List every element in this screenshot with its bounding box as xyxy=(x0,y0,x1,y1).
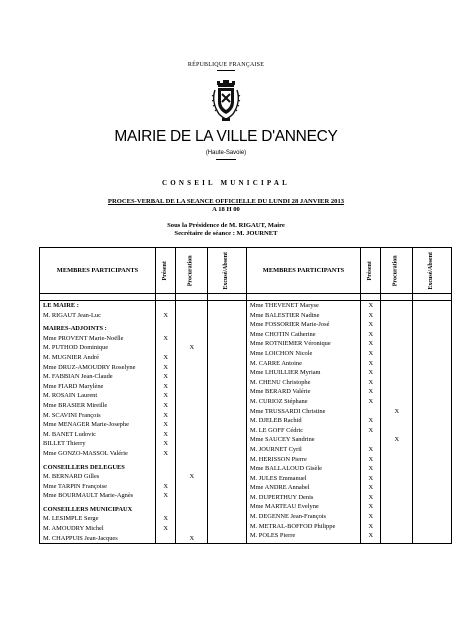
attendance-mark xyxy=(208,311,246,321)
left-procuration-column xyxy=(176,301,208,544)
section-mark-cell xyxy=(208,505,246,515)
departement-label: (Haute-Savoie) xyxy=(205,150,247,156)
member-name: M. METRAL-BOFFOD Philippe xyxy=(249,522,336,530)
attendance-mark: X xyxy=(368,340,374,348)
member-name: Mme DRUZ-AMOUDRY Roselyne xyxy=(43,363,136,371)
attendance-mark xyxy=(413,349,451,359)
member-name: Mme TARPIN Françoise xyxy=(43,482,107,490)
member-name: BILLET Thierry xyxy=(43,440,86,448)
attendance-mark xyxy=(208,382,246,392)
member-name: M. JULES Emmanuel xyxy=(249,474,307,482)
attendance-mark xyxy=(361,407,380,417)
attendance-mark xyxy=(413,474,451,484)
attendance-mark xyxy=(381,464,412,474)
attendance-mark xyxy=(176,372,207,382)
attendance-mark: X xyxy=(368,417,374,425)
left-names-column xyxy=(40,301,156,544)
attendance-mark xyxy=(176,514,207,524)
member-name: M. ROSAIN Laurent xyxy=(43,392,98,400)
right-members-header: MEMBRES PARTICIPANTS xyxy=(246,248,360,294)
left-present-header: Présent xyxy=(156,248,176,294)
attendance-mark: X xyxy=(368,349,374,357)
member-name: Mme MENAGER Marie-Josephe xyxy=(43,421,129,429)
attendance-mark xyxy=(156,534,175,544)
section-mark-cell xyxy=(156,301,175,311)
attendance-mark xyxy=(381,445,412,455)
attendance-mark xyxy=(176,334,207,344)
attendance-mark xyxy=(381,531,412,541)
attendance-mark xyxy=(176,311,207,321)
attendance-mark xyxy=(176,524,207,534)
section-mark-cell xyxy=(176,463,207,473)
attendance-mark xyxy=(413,426,451,436)
attendance-mark xyxy=(413,512,451,522)
mairie-title: MAIRIE DE LA VILLE D'ANNECY xyxy=(114,128,338,145)
attendance-mark: X xyxy=(163,482,168,490)
attendance-mark xyxy=(208,334,246,344)
member-name: Mme BALLALOUD Gisèle xyxy=(249,465,322,473)
attendance-mark xyxy=(413,445,451,455)
attendance-mark xyxy=(381,330,412,340)
secretaire-line: Secrétaire de séance : M. JOURNET xyxy=(174,230,278,237)
attendance-mark: X xyxy=(163,411,168,419)
member-name: Mme BRASIER Mireille xyxy=(43,401,108,409)
attendance-mark: X xyxy=(163,430,168,438)
attendance-mark xyxy=(208,343,246,353)
member-name: M. LE GOFF Cédric xyxy=(249,426,304,434)
member-name: M. CARRE Antoine xyxy=(249,359,302,367)
attendance-mark xyxy=(176,353,207,363)
attendance-mark: X xyxy=(163,363,168,371)
attendance-mark xyxy=(413,522,451,532)
attendance-mark xyxy=(176,449,207,459)
attendance-mark xyxy=(381,349,412,359)
member-name: Mme FIARD Marylène xyxy=(43,382,104,390)
section-heading: CONSEILLERS DELEGUES xyxy=(43,463,125,471)
member-name: M. FABBIAN Jean-Claude xyxy=(43,373,113,381)
attendance-mark xyxy=(413,311,451,321)
member-name: M. PUTHOD Dominique xyxy=(43,344,109,352)
attendance-mark xyxy=(208,439,246,449)
attendance-mark xyxy=(381,522,412,532)
attendance-mark xyxy=(413,330,451,340)
member-name: Mme THEVENET Maryse xyxy=(249,302,319,309)
attendance-mark xyxy=(176,363,207,373)
attendance-mark xyxy=(176,482,207,492)
right-procuration-column xyxy=(381,301,413,544)
attendance-mark xyxy=(413,435,451,445)
section-heading: MAIRES-ADJOINTS : xyxy=(43,325,107,333)
attendance-mark xyxy=(381,359,412,369)
header-divider xyxy=(217,70,235,71)
attendance-mark xyxy=(413,483,451,493)
attendance-mark: X xyxy=(163,525,168,533)
member-name: M. RIGAUT Jean-Luc xyxy=(43,311,101,319)
member-name: Mme TRUSSARDI Christine xyxy=(249,407,326,415)
left-excuse-header: Excusé/Absent xyxy=(208,248,247,294)
left-procuration-header: Procuration xyxy=(176,248,208,294)
section-mark-cell xyxy=(208,301,246,311)
attendance-mark xyxy=(413,502,451,512)
attendance-mark: X xyxy=(163,449,168,457)
member-name: Mme PROVENT Marie-Noëlle xyxy=(43,334,124,342)
attendance-mark xyxy=(413,368,451,378)
attendance-mark xyxy=(381,387,412,397)
attendance-mark xyxy=(381,311,412,321)
member-name: Mme LHUILLIER Myriam xyxy=(249,369,321,377)
attendance-mark: X xyxy=(163,401,168,409)
attendance-mark: X xyxy=(368,369,374,377)
member-name: M. DJELEB Rachid xyxy=(249,417,302,425)
attendance-mark xyxy=(381,493,412,503)
member-name: M. CHENU Christophe xyxy=(249,378,311,386)
attendance-mark: X xyxy=(368,493,374,501)
section-mark-cell xyxy=(176,324,207,334)
attendance-mark xyxy=(208,449,246,459)
attendance-mark: X xyxy=(368,465,374,473)
attendance-mark: X xyxy=(368,302,374,309)
attendance-mark xyxy=(381,320,412,330)
member-name: M. HERISSON Pierre xyxy=(249,455,307,463)
attendance-mark xyxy=(208,491,246,501)
member-name: M. BERNARD Gilles xyxy=(43,473,100,481)
member-name: M. DEGENNE Jean-François xyxy=(249,513,327,521)
session-time: A 18 H 00 xyxy=(212,206,240,213)
proces-verbal-title: PROCES-VERBAL DE LA SEANCE OFFICIELLE DU LUNDI 28 JANVIER 2013 xyxy=(107,198,345,205)
attendance-mark xyxy=(176,382,207,392)
annecy-coat-of-arms-icon xyxy=(209,78,243,124)
left-present-column xyxy=(156,301,176,544)
member-name: M. DUPERTHUY Denis xyxy=(249,493,314,501)
attendance-mark: X xyxy=(368,388,374,396)
right-present-header: Présent xyxy=(361,248,381,294)
attendance-mark xyxy=(176,391,207,401)
right-names-column xyxy=(246,301,360,544)
attendance-mark xyxy=(176,430,207,440)
attendance-mark: X xyxy=(394,436,400,444)
section-mark-cell xyxy=(156,324,175,334)
attendance-mark: X xyxy=(163,421,168,429)
attendance-mark: X xyxy=(368,359,374,367)
attendance-mark xyxy=(176,439,207,449)
member-name: M. BANET Ludovic xyxy=(43,430,96,438)
attendance-mark xyxy=(156,343,175,353)
attendance-mark xyxy=(208,430,246,440)
attendance-mark xyxy=(413,416,451,426)
attendance-mark xyxy=(381,483,412,493)
attendance-mark: X xyxy=(368,330,374,338)
attendance-mark: X xyxy=(368,321,374,329)
attendance-mark: X xyxy=(189,473,195,481)
attendance-mark xyxy=(413,339,451,349)
member-name: Mme SAUCEY Sandrine xyxy=(249,436,315,444)
departement-divider xyxy=(216,159,236,160)
attendance-mark xyxy=(381,397,412,407)
left-excuse-column xyxy=(208,301,247,544)
attendance-mark: X xyxy=(368,522,374,530)
attendance-mark: X xyxy=(368,426,374,434)
attendance-mark xyxy=(381,512,412,522)
section-mark-cell xyxy=(156,463,175,473)
attendance-mark xyxy=(413,378,451,388)
member-name: Mme LOICHON Nicole xyxy=(249,349,313,357)
attendance-mark xyxy=(381,368,412,378)
attendance-mark: X xyxy=(368,311,374,319)
member-name: M. AMOUDRY Michel xyxy=(43,525,104,533)
attendance-mark xyxy=(208,401,246,411)
section-mark-cell xyxy=(176,505,207,515)
attendance-mark: X xyxy=(189,534,195,542)
section-heading: CONSEILLERS MUNICIPAUX xyxy=(43,505,133,513)
attendance-mark: X xyxy=(368,378,374,386)
member-name: M. LESIMPLE Serge xyxy=(43,515,99,523)
attendance-mark: X xyxy=(163,492,168,500)
attendance-mark xyxy=(381,301,412,311)
member-name: M. POLES Pierre xyxy=(249,532,296,540)
attendance-mark xyxy=(361,435,380,445)
member-name: M. SCAVINI François xyxy=(43,411,101,419)
conseil-heading: CONSEIL MUNICIPAL xyxy=(162,179,290,187)
attendance-mark xyxy=(381,378,412,388)
attendance-mark: X xyxy=(368,397,374,405)
member-name: M. CURIOZ Stéphane xyxy=(249,397,308,405)
member-name: M. MUGNIER André xyxy=(43,353,99,361)
attendance-mark xyxy=(156,472,175,482)
section-heading: LE MAIRE : xyxy=(43,302,79,309)
attendance-mark xyxy=(381,426,412,436)
attendance-mark xyxy=(176,401,207,411)
section-mark-cell xyxy=(208,324,246,334)
attendance-mark: X xyxy=(368,474,374,482)
section-mark-cell xyxy=(156,505,175,515)
section-mark-cell xyxy=(208,463,246,473)
attendance-mark: X xyxy=(189,344,195,352)
attendance-mark xyxy=(381,455,412,465)
attendance-mark: X xyxy=(368,455,374,463)
presidence-line: Sous la Présidence de M. RIGAUT, Maire xyxy=(167,222,285,229)
member-name: M. JOURNET Cyril xyxy=(249,445,302,453)
attendance-mark xyxy=(208,420,246,430)
attendance-mark xyxy=(208,372,246,382)
attendance-mark xyxy=(413,407,451,417)
attendance-mark xyxy=(381,502,412,512)
attendance-mark: X xyxy=(368,503,374,511)
attendance-mark xyxy=(413,531,451,541)
attendance-mark: X xyxy=(163,334,168,342)
attendance-mark xyxy=(208,482,246,492)
member-name: Mme FOSSORIER Marie-José xyxy=(249,321,330,329)
attendance-mark: X xyxy=(368,445,374,453)
attendance-mark: X xyxy=(368,532,374,540)
attendance-mark: X xyxy=(163,440,168,448)
attendance-mark: X xyxy=(368,484,374,492)
attendance-table xyxy=(39,247,452,544)
attendance-mark xyxy=(208,363,246,373)
right-excuse-column xyxy=(413,301,452,544)
member-name: Mme BALESTIER Nadine xyxy=(249,311,320,319)
member-name: M. CHAPPUIS Jean-Jacques xyxy=(43,534,118,542)
attendance-mark xyxy=(381,416,412,426)
member-name: Mme CHOTIN Catherine xyxy=(249,330,316,338)
attendance-mark xyxy=(176,420,207,430)
attendance-mark: X xyxy=(163,392,168,400)
attendance-mark: X xyxy=(163,515,168,523)
attendance-mark xyxy=(413,301,451,311)
member-name: Mme ROTNIEMER Véronique xyxy=(249,340,331,348)
attendance-mark xyxy=(413,387,451,397)
attendance-mark xyxy=(413,493,451,503)
attendance-mark: X xyxy=(163,353,168,361)
attendance-mark xyxy=(381,339,412,349)
attendance-mark xyxy=(176,491,207,501)
attendance-mark xyxy=(208,472,246,482)
republique-francaise-label: RÉPUBLIQUE FRANÇAISE xyxy=(187,62,265,68)
attendance-mark xyxy=(413,464,451,474)
member-name: Mme ANDRE Annabel xyxy=(249,484,310,492)
attendance-mark xyxy=(413,359,451,369)
attendance-mark: X xyxy=(163,382,168,390)
section-mark-cell xyxy=(176,301,207,311)
attendance-mark xyxy=(176,411,207,421)
attendance-mark xyxy=(381,474,412,484)
member-name: Mme MARTEAU Evelyne xyxy=(249,503,319,511)
right-excuse-header: Excusé/Absent xyxy=(413,248,452,294)
attendance-mark xyxy=(413,320,451,330)
attendance-mark xyxy=(208,524,246,534)
left-members-header: MEMBRES PARTICIPANTS xyxy=(40,248,156,294)
right-present-column xyxy=(361,301,381,544)
attendance-mark xyxy=(208,534,246,544)
attendance-mark xyxy=(208,514,246,524)
attendance-mark xyxy=(208,411,246,421)
attendance-mark: X xyxy=(163,373,168,381)
attendance-mark xyxy=(413,397,451,407)
member-name: Mme GONZO-MASSOL Valérie xyxy=(43,449,128,457)
attendance-mark xyxy=(208,391,246,401)
right-procuration-header: Procuration xyxy=(381,248,413,294)
attendance-mark xyxy=(208,353,246,363)
attendance-mark xyxy=(413,455,451,465)
attendance-mark: X xyxy=(368,513,374,521)
attendance-mark: X xyxy=(163,311,168,319)
member-name: Mme BOURMAULT Marie-Agnès xyxy=(43,492,134,500)
attendance-mark: X xyxy=(394,407,400,415)
member-name: Mme BERARD Valérie xyxy=(249,388,311,396)
